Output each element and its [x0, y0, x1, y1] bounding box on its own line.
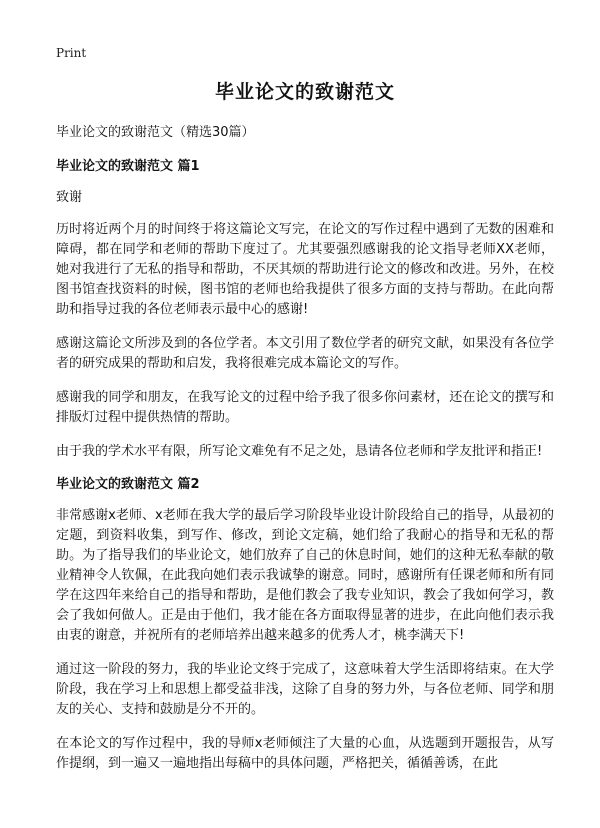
- section-heading: 毕业论文的致谢范文 篇2: [56, 477, 200, 492]
- print-link[interactable]: Print: [56, 46, 87, 60]
- page-title: 毕业论文的致谢范文: [214, 81, 395, 103]
- paragraph: 致谢: [56, 190, 83, 205]
- paragraph: 通过这一阶段的努力，我的毕业论文终于完成了，这意味着大学生活即将结束。在大学阶段，我在学习上和思想上都受益非浅，这除了自身的努力外，与各位老师、同学和朋友的关心、支持和鼓励是分不开的。: [56, 662, 554, 717]
- section-heading: 毕业论文的致谢范文 篇1: [56, 159, 200, 174]
- section-1: [56, 158, 554, 462]
- paragraph: 由于我的学术水平有限，所写论文难免有不足之处，恳请各位老师和学友批评和指正!: [56, 444, 543, 459]
- paragraph: 历时将近两个月的时间终于将这篇论文写完，在论文的写作过程中遇到了无数的困难和障碍，都在同学和老师的帮助下度过了。尤其要强烈感谢我的论文指导老师XX老师，她对我进行了无私的指导和帮助，不厌其烦的帮助进行论文的修改和改进。另外，在校图书馆查找资料的时候，图书馆的老师也给我提供了很多方面的支持与帮助。在此向帮助和指导过我的各位老师表示最中心的感谢!: [56, 222, 554, 317]
- document-subtitle: 毕业论文的致谢范文（精选30篇）: [56, 125, 255, 140]
- paragraph: 非常感谢x老师、x老师在我大学的最后学习阶段毕业设计阶段给自己的指导，从最初的定题，到资料收集，到写作、修改，到论文定稿，她们给了我耐心的指导和无私的帮助。为了指导我们的毕业论文，她们放弃了自己的休息时间，她们的这种无私奉献的敬业精神令人钦佩，在此我向她们表示我诚挚的谢意。同时，感谢所有任课老师和所有同学在这四年来给自己的指导和帮助，是他们教会了我专业知识，教会了我如何学习，教会了我如何做人。正是由于他们，我才能在各方面取得显著的进步，在此向他们表示我由衷的谢意，并祝所有的老师培养出越来越多的优秀人才，桃李满天下!: [56, 508, 554, 643]
- paragraph: 在本论文的写作过程中，我的导师x老师倾注了大量的心血，从选题到开题报告，从写作提纲，到一遍又一遍地指出每稿中的具体问题，严格把关，循循善诱，在此: [56, 736, 554, 771]
- paragraph: 感谢我的同学和朋友，在我写论文的过程中给予我了很多你问素材，还在论文的撰写和排版灯过程中提供热情的帮助。: [56, 390, 554, 425]
- section-2: [56, 476, 554, 774]
- paragraph: 感谢这篇论文所涉及到的各位学者。本文引用了数位学者的研究文献，如果没有各位学者的研究成果的帮助和启发，我将很难完成本篇论文的写作。: [56, 336, 554, 371]
